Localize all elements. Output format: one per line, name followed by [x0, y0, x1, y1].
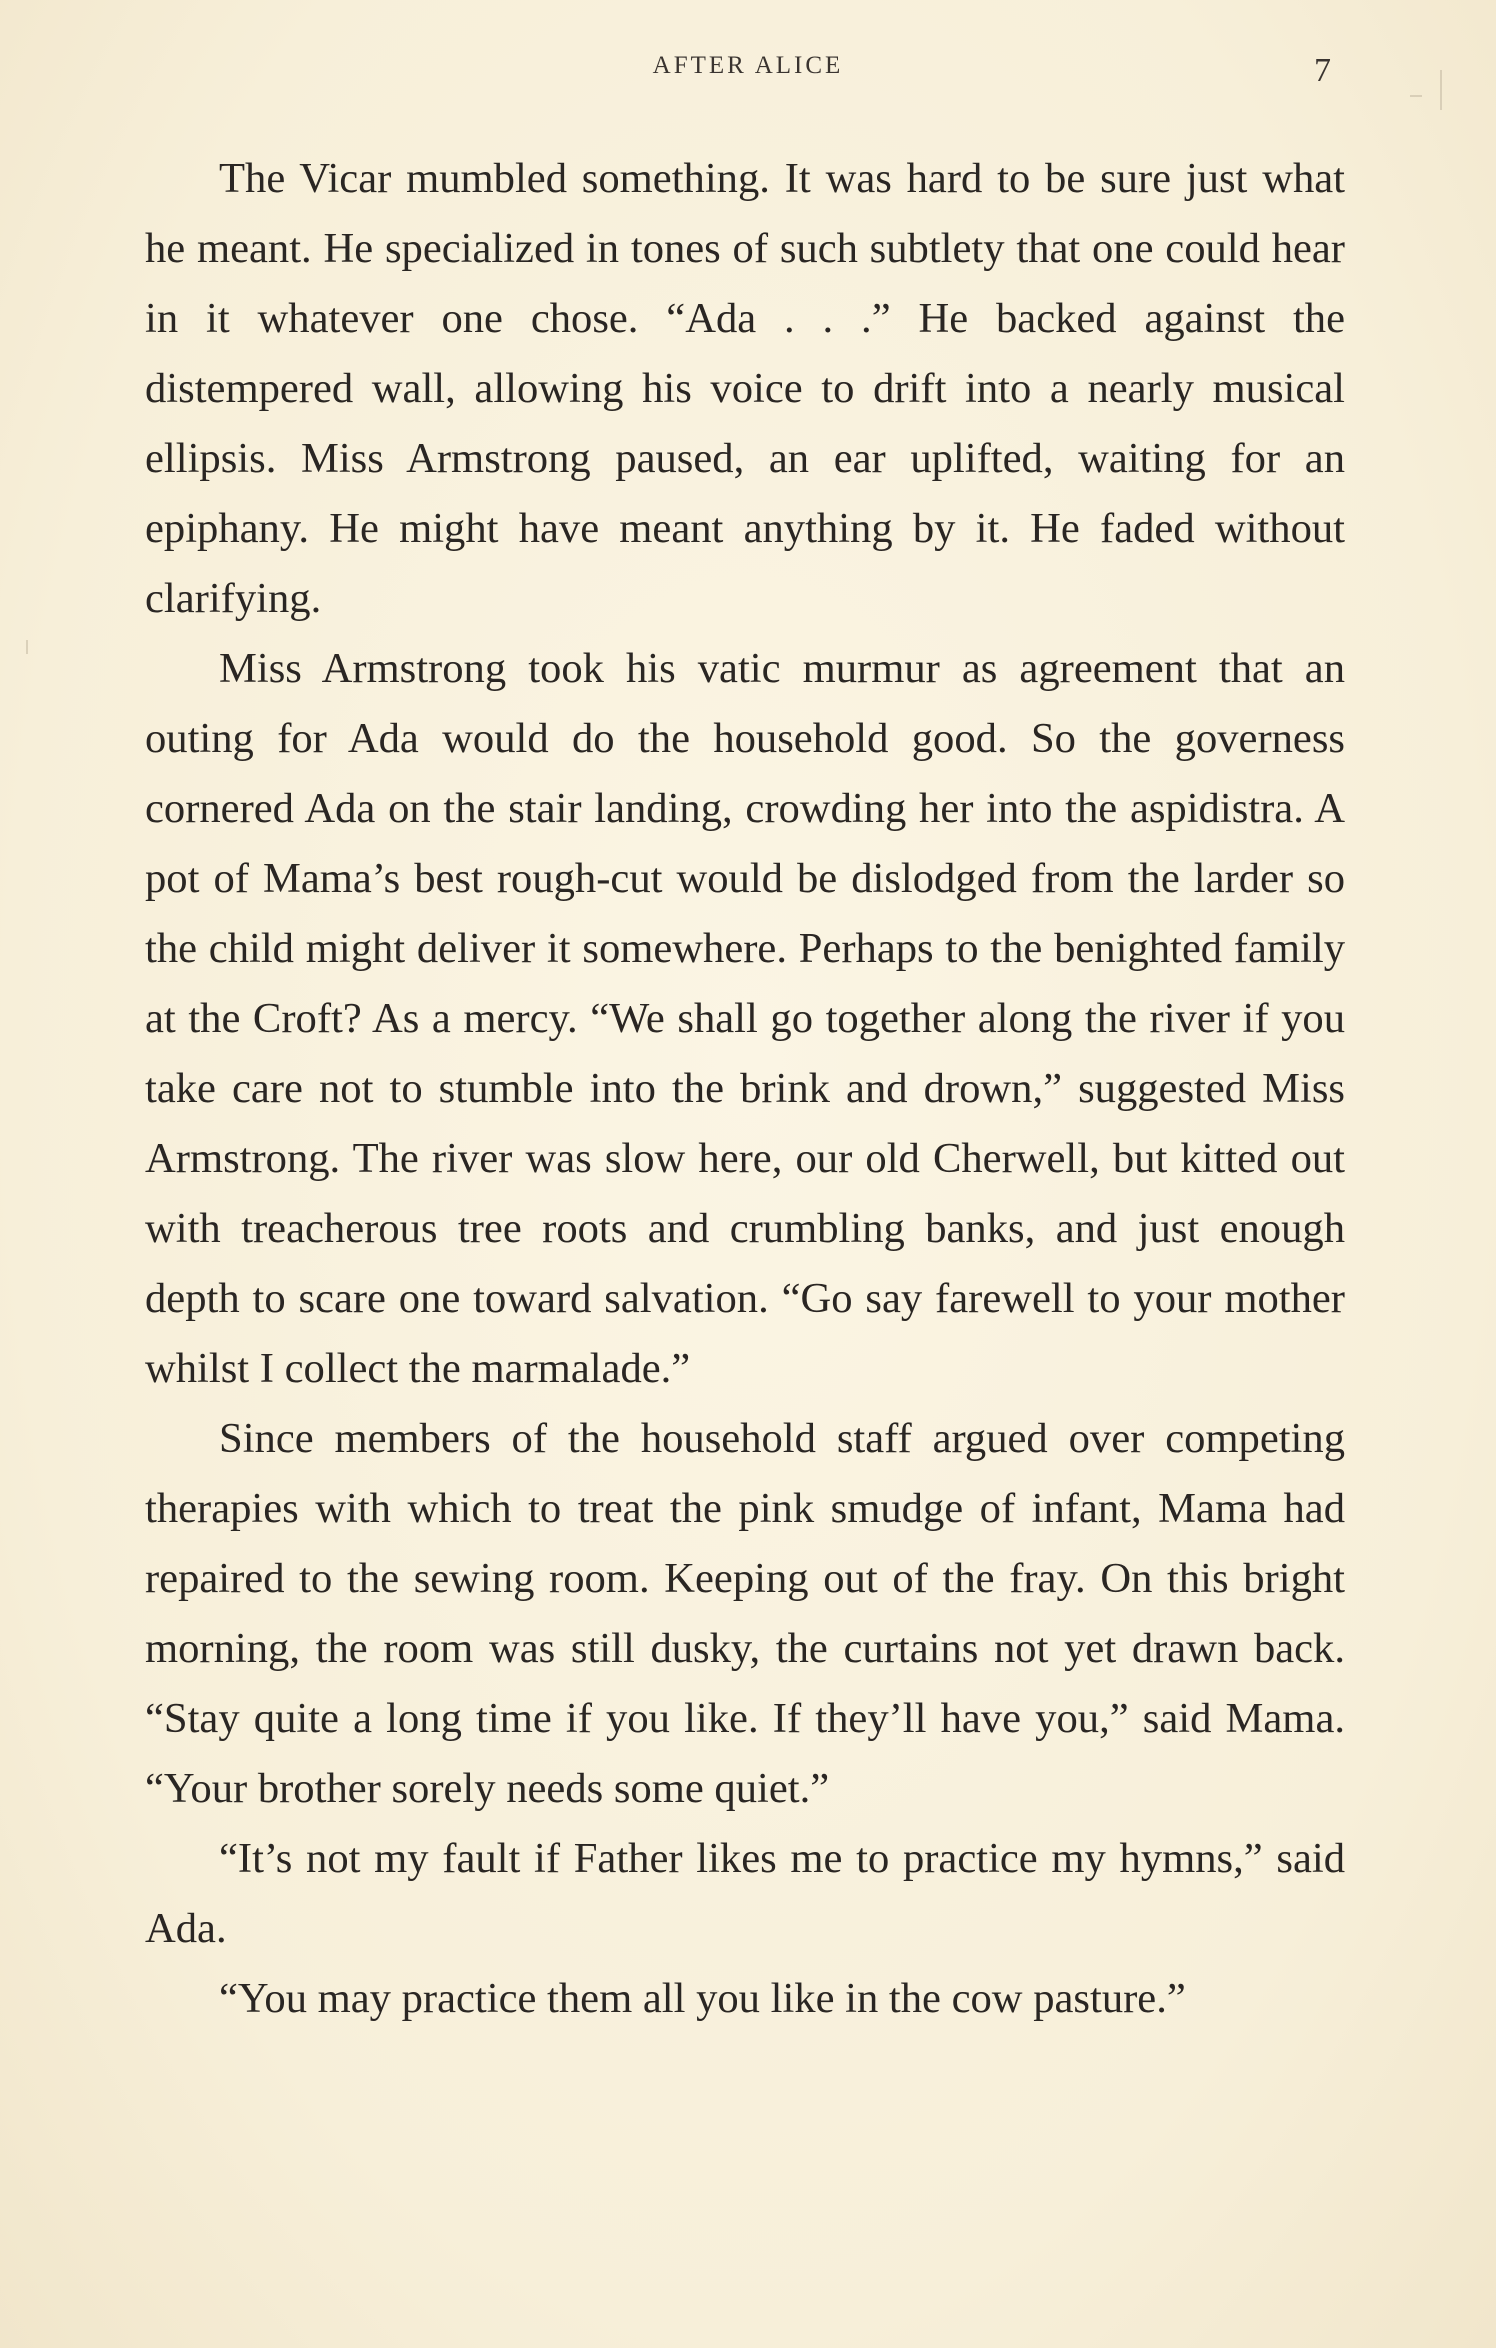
body-text: [145, 144, 1345, 2034]
paper-speck: [1410, 95, 1422, 97]
paragraph: Since members of the household staff argued over competing therapies with which to treat the pink smudge of infant, Mama had repaired to the sewing room. Keeping out of the fray. On this bright morning, the room was still dusky, the curtains not yet drawn back. “Stay quite a long time if you like. If they’ll have you,” said Mama. “Your brother sorely needs some quiet.”: [145, 1415, 1345, 1812]
running-head: AFTER ALICE: [652, 52, 844, 79]
paragraph: The Vicar mumbled something. It was hard to be sure just what he meant. He specialized in tones of such subtlety that one could hear in it whatever one chose. “Ada . . .” He backed against the distempered wall, allowing his voice to drift into a nearly musical ellipsis. Miss Armstrong paused, an ear uplifted, waiting for an epiphany. He might have meant anything by it. He faded without clarifying.: [145, 155, 1345, 622]
paragraph: Miss Armstrong took his vatic murmur as agreement that an outing for Ada would do the household good. So the governess cornered Ada on the stair landing, crowding her into the aspidistra. A pot of Mama’s best rough-cut would be dislodged from the larder so the child might deliver it somewhere. Perhaps to the benighted family at the Croft? As a mercy. “We shall go together along the river if you take care not to stumble into the brink and drown,” suggested Miss Armstrong. The river was slow here, our old Cherwell, but kitted out with treacherous tree roots and crumbling banks, and just enough depth to scare one toward salvation. “Go say farewell to your mother whilst I collect the marmalade.”: [145, 645, 1345, 1392]
paragraph: “You may practice them all you like in the cow pasture.”: [219, 1975, 1186, 2022]
page-number: 7: [1314, 52, 1331, 89]
paragraph: “It’s not my fault if Father likes me to practice my hymns,” said Ada.: [145, 1835, 1345, 1952]
paper-speck: [26, 640, 28, 654]
